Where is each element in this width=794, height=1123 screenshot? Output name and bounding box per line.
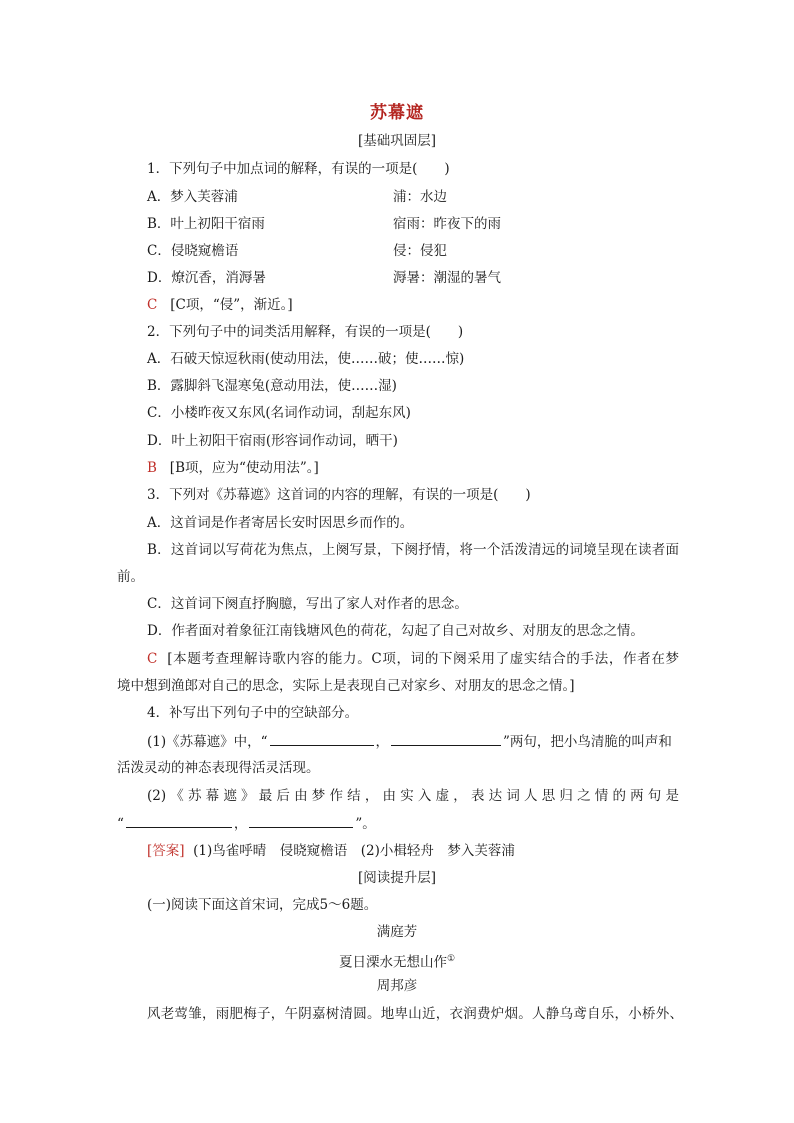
q1-option-a: A．梦入芙蓉浦 bbox=[147, 189, 238, 205]
q4-part1-line1 bbox=[147, 731, 672, 752]
q2-option-d: D．叶上初阳干宿雨(形容词作动词，晒干) bbox=[147, 433, 398, 449]
reading-intro: (一)阅读下面这首宋词，完成5～6题。 bbox=[147, 897, 378, 913]
poem-line-1: 风老莺雏，雨肥梅子，午阴嘉树清圆。地卑山近，衣润费炉烟。人静乌鸢自乐，小桥外、 bbox=[147, 1006, 683, 1022]
q1-option-d-gloss: 溽暑：潮湿的暑气 bbox=[393, 270, 501, 286]
page-title: 苏幕遮 bbox=[370, 103, 424, 123]
q1-answer bbox=[147, 295, 293, 315]
poem-subtitle-text: 夏日溧水无想山作 bbox=[338, 954, 447, 971]
q3-answer-text-1: [本题考查理解诗歌内容的能力。C项，词的下阕采用了虚实结合的手法，作者在梦 bbox=[167, 651, 679, 667]
q1-option-c-gloss: 侵：侵犯 bbox=[393, 243, 447, 259]
q2-answer-letter: B bbox=[147, 460, 157, 476]
q1-answer-text: [C项，“侵”，渐近。] bbox=[170, 297, 293, 313]
q3-option-a: A．这首词是作者寄居长安时因思乡而作的。 bbox=[147, 515, 414, 531]
q1-option-d: D．燎沉香，消溽暑 bbox=[147, 270, 266, 286]
q1-option-c: C．侵晓窥檐语 bbox=[147, 243, 239, 259]
q2-answer bbox=[147, 458, 319, 478]
q1-option-b-gloss: 宿雨：昨夜下的雨 bbox=[393, 216, 501, 232]
poem-subtitle bbox=[0, 949, 794, 973]
q1-option-b: B．叶上初阳干宿雨 bbox=[147, 216, 265, 232]
q1-stem: 1．下列句子中加点词的解释，有误的一项是( ) bbox=[147, 161, 450, 177]
q4-stem: 4．补写出下列句子中的空缺部分。 bbox=[147, 705, 359, 721]
q4-p1-comma: ， bbox=[375, 734, 390, 750]
q2-option-b: B．露脚斜飞湿寒兔(意动用法，使……湿) bbox=[147, 378, 397, 394]
q4-blank-2[interactable] bbox=[391, 731, 501, 746]
q4-p1-before: (1)《苏幕遮》中，“ bbox=[147, 734, 268, 750]
q2-stem: 2．下列句子中的词类活用解释，有误的一项是( ) bbox=[147, 324, 464, 340]
q4-part1-line2: 活泼灵动的神态表现得活灵活现。 bbox=[117, 760, 320, 776]
poem-author: 周邦彦 bbox=[376, 978, 418, 994]
q2-option-c: C．小楼昨夜又东风(名词作动词，刮起东风) bbox=[147, 405, 411, 421]
section-basic-heading: [基础巩固层] bbox=[357, 133, 437, 149]
q3-answer-letter: C bbox=[147, 651, 158, 667]
q4-blank-4[interactable] bbox=[249, 813, 353, 828]
section-reading-heading: [阅读提升层] bbox=[357, 870, 437, 886]
q4-part2-line1: (2)《苏幕遮》最后由梦作结，由实入虚，表达词人思归之情的两句是 bbox=[147, 788, 679, 804]
q3-answer-line2: 境中想到渔郎对自己的思念，实际上是表现自己对家乡、对朋友的思念之情。] bbox=[117, 678, 575, 694]
q1-answer-letter: C bbox=[147, 297, 158, 313]
q2-answer-text: [B项，应为“使动用法”。] bbox=[169, 460, 319, 476]
q3-answer-line1 bbox=[147, 649, 679, 669]
q3-stem: 3．下列对《苏幕遮》这首词的内容的理解，有误的一项是( ) bbox=[147, 487, 531, 503]
q3-option-b-line2: 前。 bbox=[117, 569, 144, 585]
q3-option-b-line1: B．这首词以写荷花为焦点，上阕写景，下阕抒情，将一个活泼清远的词境呈现在读者面 bbox=[147, 542, 679, 558]
q4-answer-text: (1)鸟雀呼晴 侵晓窥檐语 (2)小楫轻舟 梦入芙蓉浦 bbox=[193, 843, 515, 859]
poem-title: 满庭芳 bbox=[376, 924, 418, 940]
q4-p2-close: ”。 bbox=[355, 816, 376, 832]
q1-option-a-gloss: 浦：水边 bbox=[393, 189, 447, 205]
q3-option-d: D．作者面对着象征江南钱塘风色的荷花，勾起了自己对故乡、对朋友的思念之情。 bbox=[147, 623, 644, 639]
q4-blank-3[interactable] bbox=[126, 813, 232, 828]
q4-answer bbox=[147, 841, 515, 861]
q3-option-c: C．这首词下阕直抒胸臆，写出了家人对作者的思念。 bbox=[147, 596, 468, 612]
footnote-mark: ① bbox=[446, 954, 456, 964]
q2-option-a: A．石破天惊逗秋雨(使动用法，使……破；使……惊) bbox=[147, 351, 465, 367]
q4-p1-after: ”两句，把小鸟清脆的叫声和 bbox=[503, 734, 672, 750]
q4-p2-comma: ， bbox=[233, 816, 248, 832]
q4-p2-open: “ bbox=[117, 816, 124, 832]
q4-blank-1[interactable] bbox=[270, 731, 374, 746]
q4-part2-line2 bbox=[117, 813, 376, 834]
q4-answer-label: [答案] bbox=[147, 843, 185, 859]
